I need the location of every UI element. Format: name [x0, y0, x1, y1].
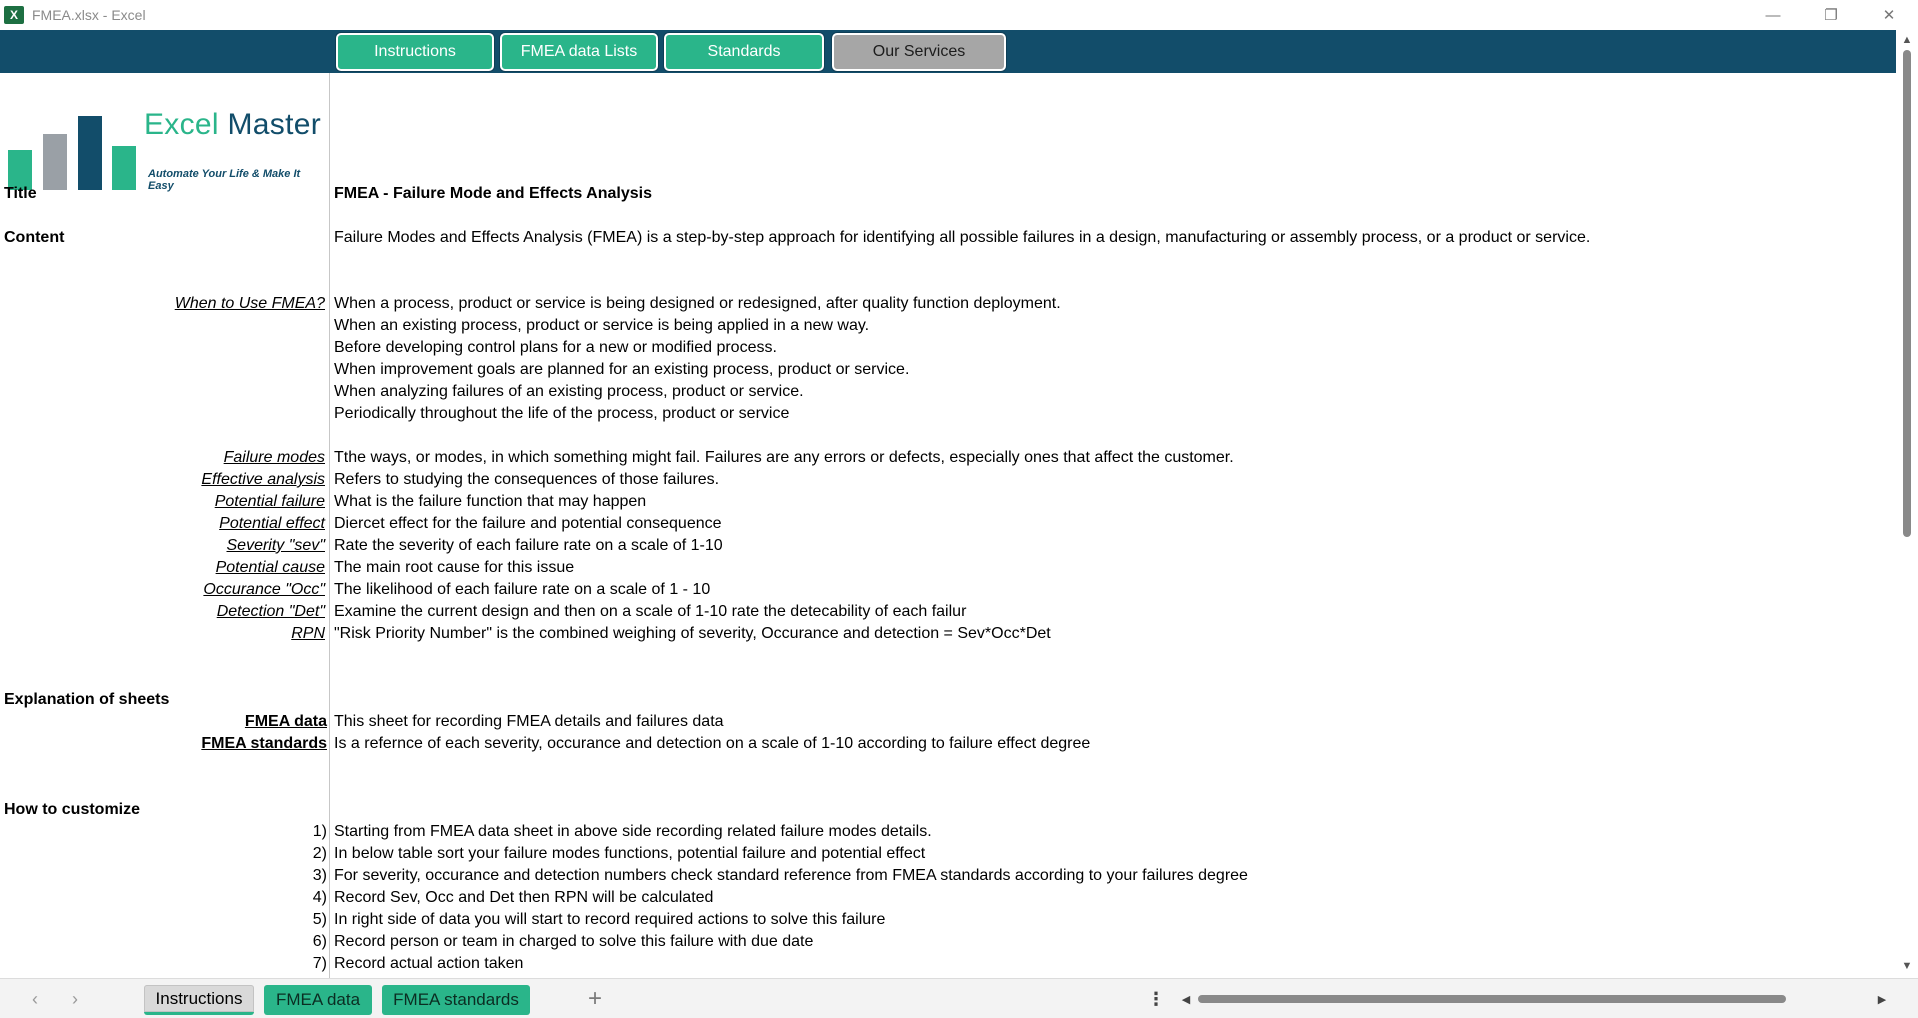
content-label: Content — [4, 229, 65, 246]
term-detection: Detection "Det" — [216, 603, 325, 620]
term-failure-modes: Failure modes — [223, 449, 325, 466]
content-value: Failure Modes and Effects Analysis (FMEA) is a step-by-step approach for identifying all possible failures in a design, manufacturing or assembly process, or a product or service. — [334, 229, 1591, 246]
when-to-use-line: When a process, product or service is being designed or redesigned, after quality function deployment. — [334, 295, 1061, 312]
fmea-standards-sheet-link[interactable]: FMEA standards — [201, 735, 327, 752]
step-number: 1) — [312, 823, 327, 840]
logo-bar-2 — [43, 134, 67, 190]
our-services-nav-button[interactable]: Our Services — [832, 33, 1006, 71]
step-text: For severity, occurance and detection numbers check standard reference from FMEA standards according to your failures degree — [334, 867, 1248, 884]
fmea-data-lists-nav-button[interactable]: FMEA data Lists — [500, 33, 658, 71]
fmea-data-sheet-link[interactable]: FMEA data — [244, 713, 327, 730]
term-severity: Severity "sev" — [226, 537, 325, 554]
restore-button[interactable]: ❐ — [1824, 7, 1838, 24]
add-sheet-icon[interactable]: + — [587, 985, 602, 1012]
step-number: 3) — [312, 867, 327, 884]
term-definition: "Risk Priority Number" is the combined weighing of severity, Occurance and detection = Sev*Occ*Det — [334, 625, 1051, 642]
horizontal-scrollbar[interactable] — [1176, 987, 1892, 1011]
term-potential-effect: Potential effect — [219, 515, 325, 532]
step-text: In right side of data you will start to record required actions to solve this failure — [334, 911, 886, 928]
term-definition: Rate the severity of each failure rate on a scale of 1-10 — [334, 537, 723, 554]
explanation-heading: Explanation of sheets — [4, 691, 170, 708]
more-options-icon[interactable]: ⋮ — [1147, 988, 1165, 1009]
term-occurance: Occurance "Occ" — [203, 581, 325, 598]
when-to-use-line: Periodically throughout the life of the process, product or service — [334, 405, 790, 422]
column-divider — [329, 73, 330, 978]
title-value: FMEA - Failure Mode and Effects Analysis — [334, 185, 652, 202]
sheet-explanation: This sheet for recording FMEA details and failures data — [334, 713, 724, 730]
step-text: Record Sev, Occ and Det then RPN will be calculated — [334, 889, 714, 906]
title-label: Title — [4, 185, 37, 202]
close-button[interactable]: ✕ — [1882, 7, 1896, 24]
customize-heading: How to customize — [4, 801, 141, 818]
step-number: 5) — [312, 911, 327, 928]
scroll-right-icon[interactable]: ▶ — [1877, 993, 1887, 1006]
logo-bar-3 — [78, 116, 102, 190]
logo-word-master: Master — [227, 108, 321, 141]
term-definition: The main root cause for this issue — [334, 559, 575, 576]
step-number: 2) — [312, 845, 327, 862]
sheet-tab-fmea-standards[interactable]: FMEA standards — [382, 985, 530, 1015]
next-sheet-icon[interactable]: › — [72, 988, 78, 1009]
term-potential-failure: Potential failure — [214, 493, 325, 510]
term-definition: The likelihood of each failure rate on a scale of 1 - 10 — [334, 581, 711, 598]
sheet-explanation: Is a refernce of each severity, occurance and detection on a scale of 1-10 according to failure effect degree — [334, 735, 1091, 752]
excel-app-icon: X — [4, 6, 24, 24]
scroll-down-icon[interactable]: ▼ — [1901, 960, 1913, 972]
step-text: Record actual action taken — [334, 955, 524, 972]
logo-word-excel: Excel — [144, 108, 219, 141]
scroll-up-icon[interactable]: ▲ — [1901, 34, 1913, 46]
instructions-nav-button[interactable]: Instructions — [336, 33, 494, 71]
window-title: FMEA.xlsx - Excel — [32, 7, 146, 23]
logo-tagline: Automate Your Life & Make It Easy — [148, 168, 301, 192]
excel-master-logo — [6, 80, 326, 190]
step-text: Starting from FMEA data sheet in above side recording related failure modes details. — [334, 823, 932, 840]
worksheet-grid[interactable] — [0, 30, 1896, 978]
when-to-use-line: Before developing control plans for a new or modified process. — [334, 339, 777, 356]
term-definition: Examine the current design and then on a scale of 1-10 rate the detecability of each failur — [334, 603, 967, 620]
window-controls — [1744, 0, 1918, 30]
term-definition: Tthe ways, or modes, in which something might fail. Failures are any errors or defects, especially ones that affect the customer. — [334, 449, 1234, 466]
sheet-tab-instructions[interactable]: Instructions — [144, 985, 254, 1015]
when-to-use-label: When to Use FMEA? — [174, 295, 325, 312]
term-rpn: RPN — [291, 625, 325, 642]
sheet-tab-bar — [0, 978, 1918, 1018]
standards-nav-button[interactable]: Standards — [664, 33, 824, 71]
scroll-left-icon[interactable]: ◀ — [1181, 993, 1191, 1006]
step-number: 7) — [312, 955, 327, 972]
step-number: 4) — [312, 889, 327, 906]
logo-wordmark — [144, 108, 321, 142]
vertical-scrollbar[interactable] — [1896, 30, 1918, 978]
term-definition: Diercet effect for the failure and potential consequence — [334, 515, 722, 532]
term-definition: What is the failure function that may happen — [334, 493, 647, 510]
sheet-tab-fmea-data[interactable]: FMEA data — [264, 985, 372, 1015]
minimize-button[interactable]: — — [1765, 6, 1781, 24]
step-text: In below table sort your failure modes functions, potential failure and potential effect — [334, 845, 926, 862]
prev-sheet-icon[interactable]: ‹ — [32, 988, 38, 1009]
title-bar — [0, 0, 1918, 30]
vertical-scroll-thumb[interactable] — [1903, 50, 1911, 537]
horizontal-scroll-thumb[interactable] — [1198, 995, 1786, 1003]
step-text: Record person or team in charged to solve this failure with due date — [334, 933, 814, 950]
step-number: 6) — [312, 933, 327, 950]
when-to-use-line: When improvement goals are planned for an existing process, product or service. — [334, 361, 910, 378]
term-effective-analysis: Effective analysis — [201, 471, 325, 488]
term-potential-cause: Potential cause — [215, 559, 325, 576]
when-to-use-line: When an existing process, product or service is being applied in a new way. — [334, 317, 870, 334]
term-definition: Refers to studying the consequences of those failures. — [334, 471, 720, 488]
when-to-use-line: When analyzing failures of an existing process, product or service. — [334, 383, 804, 400]
